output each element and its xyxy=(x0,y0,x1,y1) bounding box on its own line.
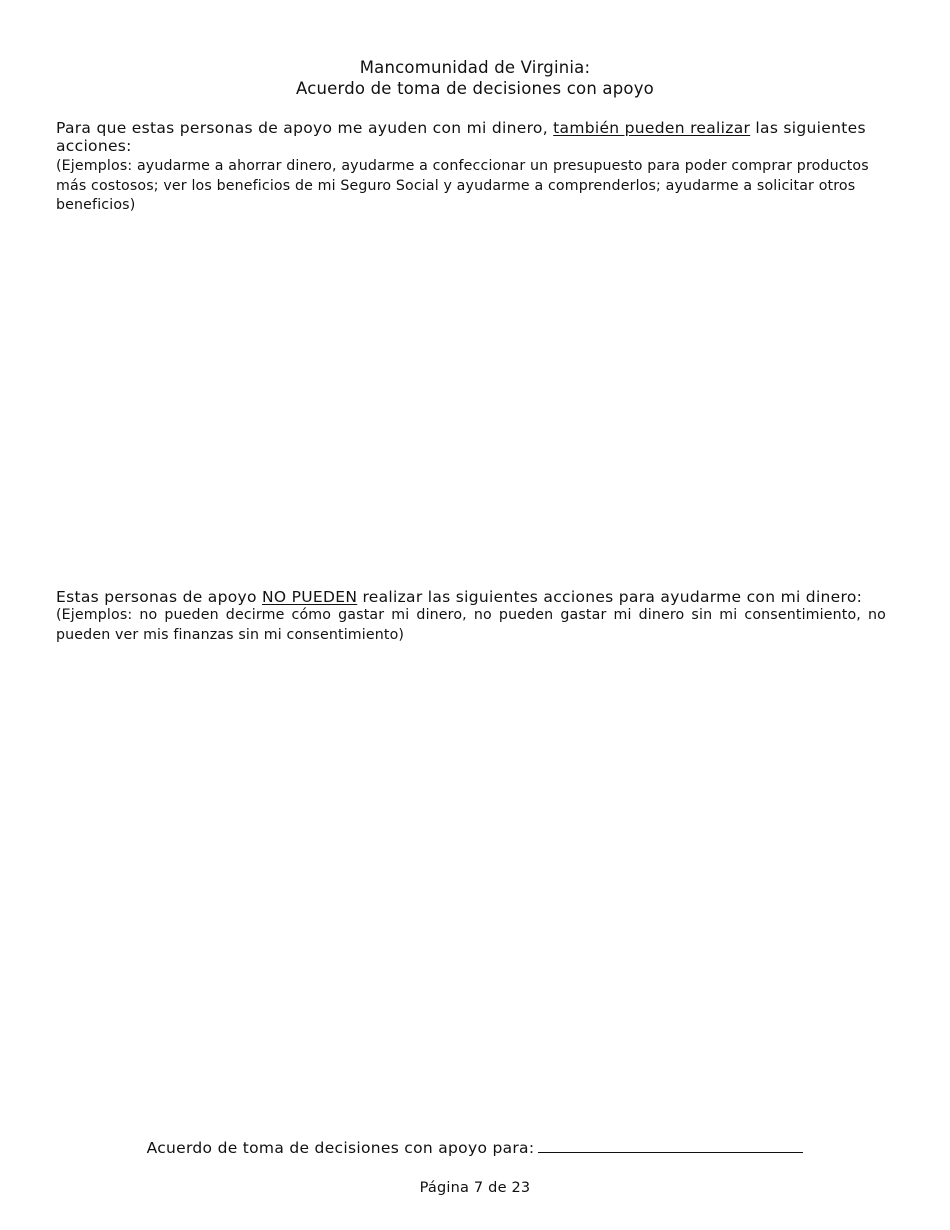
section-can-examples: (Ejemplos: ayudarme a ahorrar dinero, ayudarme a confeccionar un presupuesto para poder comprar productos más costosos; ver los beneficios de mi Seguro Social y ayudarme a comprenderlos; ayudarme a solicitar otros beneficios) xyxy=(56,158,869,213)
section-cannot-emphasis: NO PUEDEN xyxy=(261,588,358,606)
section-cannot-lead xyxy=(56,588,886,606)
header-line-1: Mancomunidad de Virginia: xyxy=(359,58,591,77)
header-line-2: Acuerdo de toma de decisiones con apoyo xyxy=(296,79,654,98)
section-cannot-lead-end: realizar las siguientes acciones para ayudarme con mi dinero: xyxy=(357,588,863,606)
section-cannot-examples: (Ejemplos: no pueden decirme cómo gastar mi dinero, no pueden gastar mi dinero sin mi consentimiento, no pueden ver mis finanzas sin mi consentimiento) xyxy=(56,607,886,643)
name-blank-line[interactable] xyxy=(538,1138,803,1153)
section-can-lead-start: Para que estas personas de apoyo me ayuden con mi dinero, xyxy=(56,119,554,137)
agreement-footer xyxy=(0,1138,950,1157)
agreement-label: Acuerdo de toma de decisiones con apoyo para: xyxy=(146,1139,535,1157)
section-can-actions xyxy=(56,119,886,216)
section-can-emphasis: también pueden realizar xyxy=(553,119,751,137)
section-cannot-lead-start: Estas personas de apoyo xyxy=(56,588,262,606)
page-number: Página 7 de 23 xyxy=(419,1180,531,1196)
section-cannot-actions xyxy=(56,588,886,645)
page-header xyxy=(0,57,950,99)
section-can-lead xyxy=(56,119,886,155)
section-can-lead-end: las siguientes acciones: xyxy=(56,119,866,155)
